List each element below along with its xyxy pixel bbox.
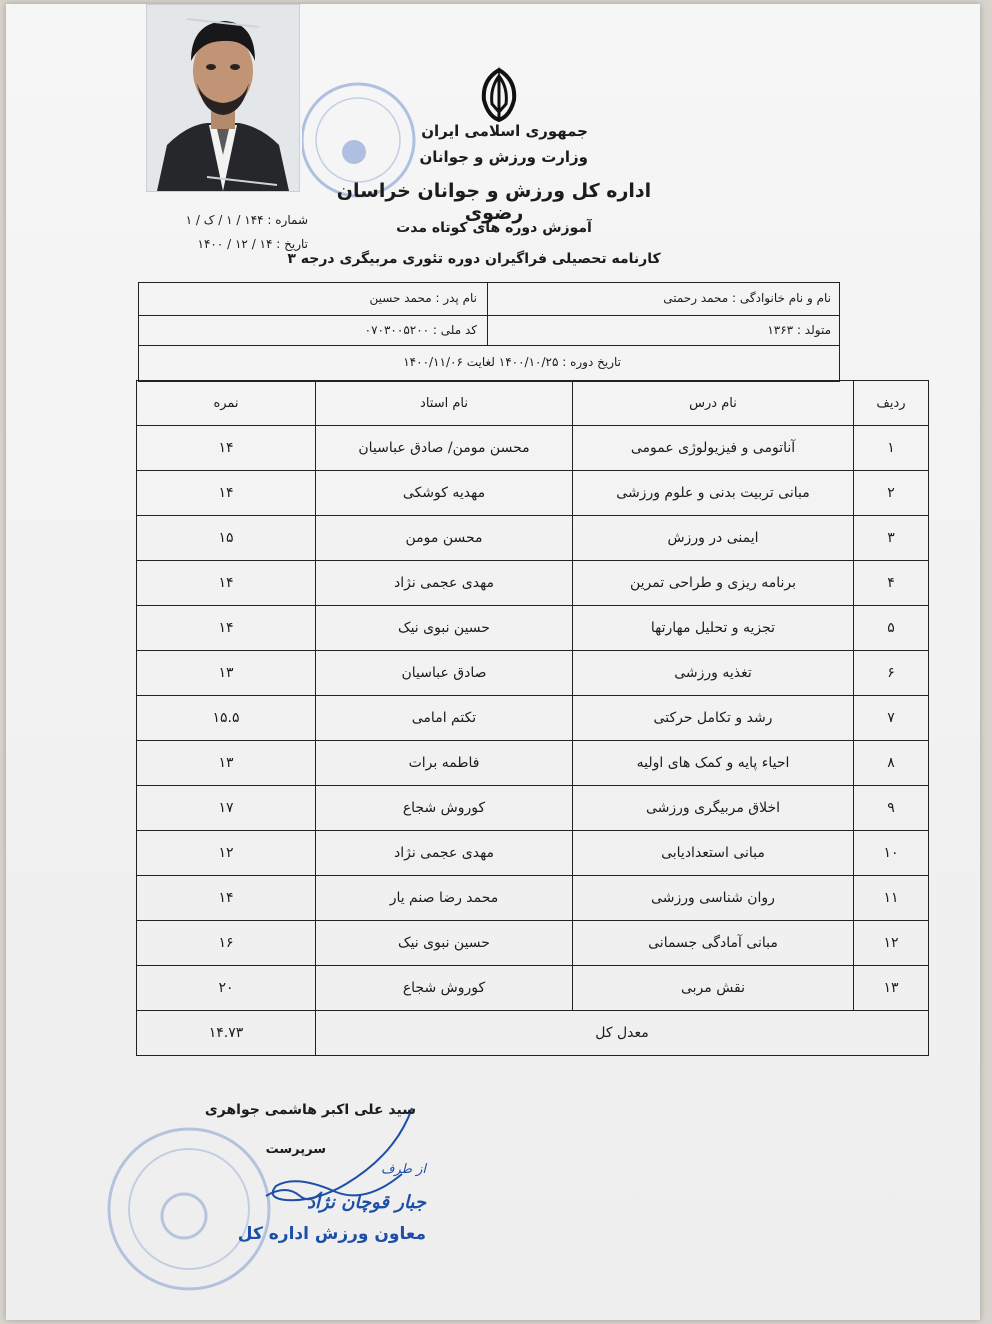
national-id: کد ملی : ۰۷۰۳۰۰۵۲۰۰ <box>364 323 477 337</box>
row-course: مبانی آمادگی جسمانی <box>573 921 854 966</box>
birth-year: متولد : ۱۳۶۳ <box>767 323 831 337</box>
table-row <box>137 606 929 651</box>
table-row <box>137 561 929 606</box>
student-name: نام و نام خانوادگی : محمد رحمتی <box>663 291 831 305</box>
row-index: ۹ <box>854 786 929 831</box>
row-teacher: حسین نبوی نیک <box>316 606 573 651</box>
course-dates: تاریخ دوره : ۱۴۰۰/۱۰/۲۵ لغایت ۱۴۰۰/۱۱/۰۶ <box>403 355 621 369</box>
organization-title: اداره کل ورزش و جوانان خراسان رضوی <box>336 180 652 224</box>
document-title: کارنامه تحصیلی فراگیران دوره تئوری مربیگری درجه ۳ <box>287 251 661 267</box>
row-grade: ۱۴ <box>137 426 316 471</box>
row-index: ۱۰ <box>854 831 929 876</box>
row-course: مبانی تربیت بدنی و علوم ورزشی <box>573 471 854 516</box>
row-grade: ۱۷ <box>137 786 316 831</box>
header-index: ردیف <box>854 381 929 426</box>
row-teacher: محسن مومن <box>316 516 573 561</box>
iran-emblem-icon <box>470 62 528 124</box>
row-course: مبانی استعدادیابی <box>573 831 854 876</box>
deputy-name: جبار قوچان نژاد <box>307 1192 426 1213</box>
ministry-name: وزارت ورزش و جوانان <box>419 148 588 166</box>
reference-date: تاریخ : ۱۴ / ۱۲ / ۱۴۰۰ <box>197 237 308 251</box>
reference-block <box>138 208 308 256</box>
row-grade: ۱۴ <box>137 876 316 921</box>
row-teacher: تکتم امامی <box>316 696 573 741</box>
table-row <box>137 651 929 696</box>
row-grade: ۲۰ <box>137 966 316 1011</box>
student-info-box <box>138 282 840 382</box>
average-label: معدل کل <box>316 1011 929 1056</box>
row-course: برنامه ریزی و طراحی تمرین <box>573 561 854 606</box>
table-row <box>137 921 929 966</box>
grades-table <box>136 380 929 1056</box>
row-index: ۵ <box>854 606 929 651</box>
row-index: ۱۳ <box>854 966 929 1011</box>
row-teacher: فاطمه برات <box>316 741 573 786</box>
header-course: نام درس <box>573 381 854 426</box>
row-teacher: کوروش شجاع <box>316 966 573 1011</box>
row-index: ۷ <box>854 696 929 741</box>
supervisor-role: سرپرست <box>265 1142 326 1157</box>
row-index: ۱ <box>854 426 929 471</box>
row-grade: ۱۵ <box>137 516 316 561</box>
table-row <box>137 786 929 831</box>
row-grade: ۱۳ <box>137 741 316 786</box>
table-row <box>137 831 929 876</box>
table-row <box>137 471 929 516</box>
portrait-image <box>147 5 299 191</box>
row-grade: ۱۴ <box>137 561 316 606</box>
row-grade: ۱۳ <box>137 651 316 696</box>
department-title: آموزش دوره های کوتاه مدت <box>396 220 592 236</box>
row-course: رشد و تکامل حرکتی <box>573 696 854 741</box>
average-row <box>137 1011 929 1056</box>
table-header-row <box>137 381 929 426</box>
table-row <box>137 966 929 1011</box>
header-grade: نمره <box>137 381 316 426</box>
deputy-title: معاون ورزش اداره کل <box>237 1224 426 1244</box>
supervisor-name: سید علی اکبر هاشمی جواهری <box>204 1102 416 1118</box>
row-grade: ۱۵.۵ <box>137 696 316 741</box>
row-index: ۲ <box>854 471 929 516</box>
row-teacher: مهدیه کوشکی <box>316 471 573 516</box>
row-teacher: محمد رضا صنم یار <box>316 876 573 921</box>
row-index: ۳ <box>854 516 929 561</box>
row-course: تجزیه و تحلیل مهارتها <box>573 606 854 651</box>
father-name: نام پدر : محمد حسین <box>369 291 477 305</box>
row-index: ۱۱ <box>854 876 929 921</box>
document-page <box>6 4 980 1320</box>
country-name: جمهوری اسلامی ایران <box>421 122 588 140</box>
row-grade: ۱۲ <box>137 831 316 876</box>
row-course: روان شناسی ورزشی <box>573 876 854 921</box>
table-row <box>137 696 929 741</box>
row-course: احیاء پایه و کمک های اولیه <box>573 741 854 786</box>
row-course: تغذیه ورزشی <box>573 651 854 696</box>
row-index: ۸ <box>854 741 929 786</box>
table-row <box>137 516 929 561</box>
row-teacher: مهدی عجمی نژاد <box>316 561 573 606</box>
row-course: ایمنی در ورزش <box>573 516 854 561</box>
row-grade: ۱۶ <box>137 921 316 966</box>
grade-rows <box>137 426 929 1011</box>
row-index: ۴ <box>854 561 929 606</box>
row-grade: ۱۴ <box>137 471 316 516</box>
average-value: ۱۴.۷۳ <box>137 1011 316 1056</box>
row-grade: ۱۴ <box>137 606 316 651</box>
row-teacher: حسین نبوی نیک <box>316 921 573 966</box>
on-behalf-label: از طرف <box>380 1162 426 1177</box>
table-row <box>137 741 929 786</box>
row-teacher: محسن مومن/ صادق عباسیان <box>316 426 573 471</box>
row-teacher: مهدی عجمی نژاد <box>316 831 573 876</box>
row-index: ۱۲ <box>854 921 929 966</box>
row-course: آناتومی و فیزیولوژی عمومی <box>573 426 854 471</box>
header-teacher: نام استاد <box>316 381 573 426</box>
row-course: اخلاق مربیگری ورزشی <box>573 786 854 831</box>
row-teacher: صادق عباسیان <box>316 651 573 696</box>
row-index: ۶ <box>854 651 929 696</box>
student-photo <box>146 4 300 192</box>
table-row <box>137 426 929 471</box>
reference-number: شماره : ۱۴۴ / ۱ / ک / ۱ <box>185 213 308 227</box>
table-row <box>137 876 929 921</box>
row-teacher: کوروش شجاع <box>316 786 573 831</box>
row-course: نقش مربی <box>573 966 854 1011</box>
